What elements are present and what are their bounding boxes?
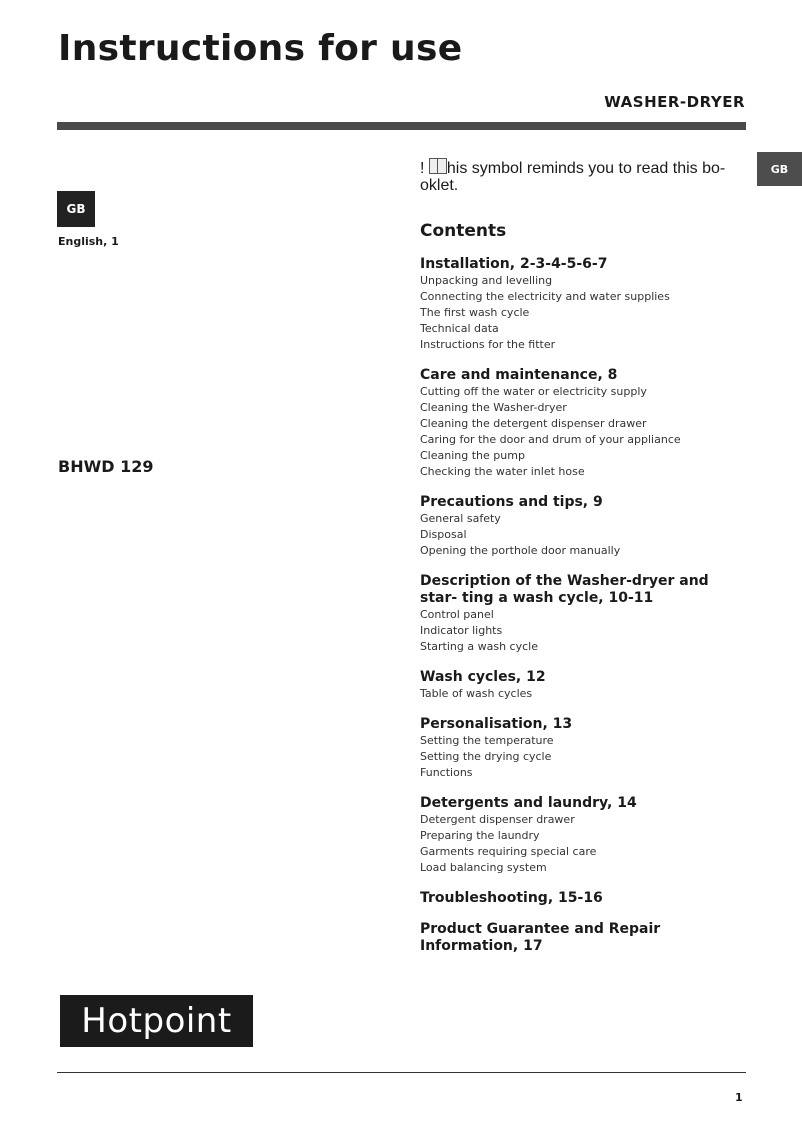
toc-item: Disposal bbox=[420, 528, 467, 541]
toc-item: Instructions for the fitter bbox=[420, 338, 556, 351]
toc-section bbox=[420, 669, 750, 702]
toc-item: Connecting the electricity and water supplies bbox=[420, 290, 670, 303]
toc-item: The first wash cycle bbox=[420, 306, 530, 319]
contents-heading: Contents bbox=[420, 221, 507, 241]
read-booklet-notice bbox=[420, 158, 740, 194]
toc-item: Detergent dispenser drawer bbox=[420, 813, 575, 826]
hotpoint-logo: Hotpoint bbox=[60, 995, 253, 1047]
toc-section-title: Troubleshooting, 15-16 bbox=[420, 890, 603, 906]
toc-section bbox=[420, 795, 750, 876]
book-icon bbox=[429, 158, 447, 174]
notice-prefix: ! bbox=[420, 160, 429, 177]
table-of-contents bbox=[420, 256, 750, 969]
toc-section bbox=[420, 573, 750, 655]
document-title: Instructions for use bbox=[58, 28, 463, 69]
language-side-tab: GB bbox=[757, 152, 802, 186]
toc-section-title: Description of the Washer-dryer and star- ting a wash cycle, 10-11 bbox=[420, 573, 709, 606]
toc-item: Cleaning the pump bbox=[420, 449, 525, 462]
toc-section bbox=[420, 494, 750, 559]
toc-item: General safety bbox=[420, 512, 501, 525]
toc-item: Table of wash cycles bbox=[420, 687, 533, 700]
toc-item: Indicator lights bbox=[420, 624, 503, 637]
model-number: BHWD 129 bbox=[58, 457, 154, 476]
toc-item: Opening the porthole door manually bbox=[420, 544, 621, 557]
toc-section-title: Product Guarantee and Repair Information, 17 bbox=[420, 921, 661, 954]
toc-section-title: Installation, 2-3-4-5-6-7 bbox=[420, 256, 608, 272]
toc-section bbox=[420, 256, 750, 353]
page-number: 1 bbox=[735, 1091, 743, 1104]
toc-section bbox=[420, 921, 750, 955]
language-badge: GB bbox=[57, 191, 95, 227]
toc-section-title: Personalisation, 13 bbox=[420, 716, 573, 732]
toc-section bbox=[420, 890, 750, 907]
toc-item: Checking the water inlet hose bbox=[420, 465, 585, 478]
product-type: WASHER-DRYER bbox=[604, 93, 745, 111]
language-label: English, 1 bbox=[58, 235, 119, 248]
toc-item: Garments requiring special care bbox=[420, 845, 597, 858]
toc-item: Cutting off the water or electricity supply bbox=[420, 385, 647, 398]
toc-item: Caring for the door and drum of your appliance bbox=[420, 433, 681, 446]
toc-section-title: Precautions and tips, 9 bbox=[420, 494, 603, 510]
toc-item: Technical data bbox=[420, 322, 499, 335]
toc-item: Cleaning the Washer-dryer bbox=[420, 401, 567, 414]
toc-item: Setting the drying cycle bbox=[420, 750, 552, 763]
notice-text: his symbol reminds you to read this bo- oklet. bbox=[420, 160, 726, 194]
toc-item: Control panel bbox=[420, 608, 494, 621]
toc-section bbox=[420, 716, 750, 781]
toc-item: Cleaning the detergent dispenser drawer bbox=[420, 417, 647, 430]
toc-item: Load balancing system bbox=[420, 861, 547, 874]
toc-item: Unpacking and levelling bbox=[420, 274, 553, 287]
toc-item: Preparing the laundry bbox=[420, 829, 540, 842]
footer-rule bbox=[57, 1072, 746, 1073]
toc-item: Starting a wash cycle bbox=[420, 640, 538, 653]
toc-section bbox=[420, 367, 750, 480]
toc-section-title: Wash cycles, 12 bbox=[420, 669, 546, 685]
toc-section-title: Detergents and laundry, 14 bbox=[420, 795, 637, 811]
toc-item: Functions bbox=[420, 766, 473, 779]
toc-item: Setting the temperature bbox=[420, 734, 554, 747]
header-rule bbox=[57, 122, 746, 130]
toc-section-title: Care and maintenance, 8 bbox=[420, 367, 618, 383]
